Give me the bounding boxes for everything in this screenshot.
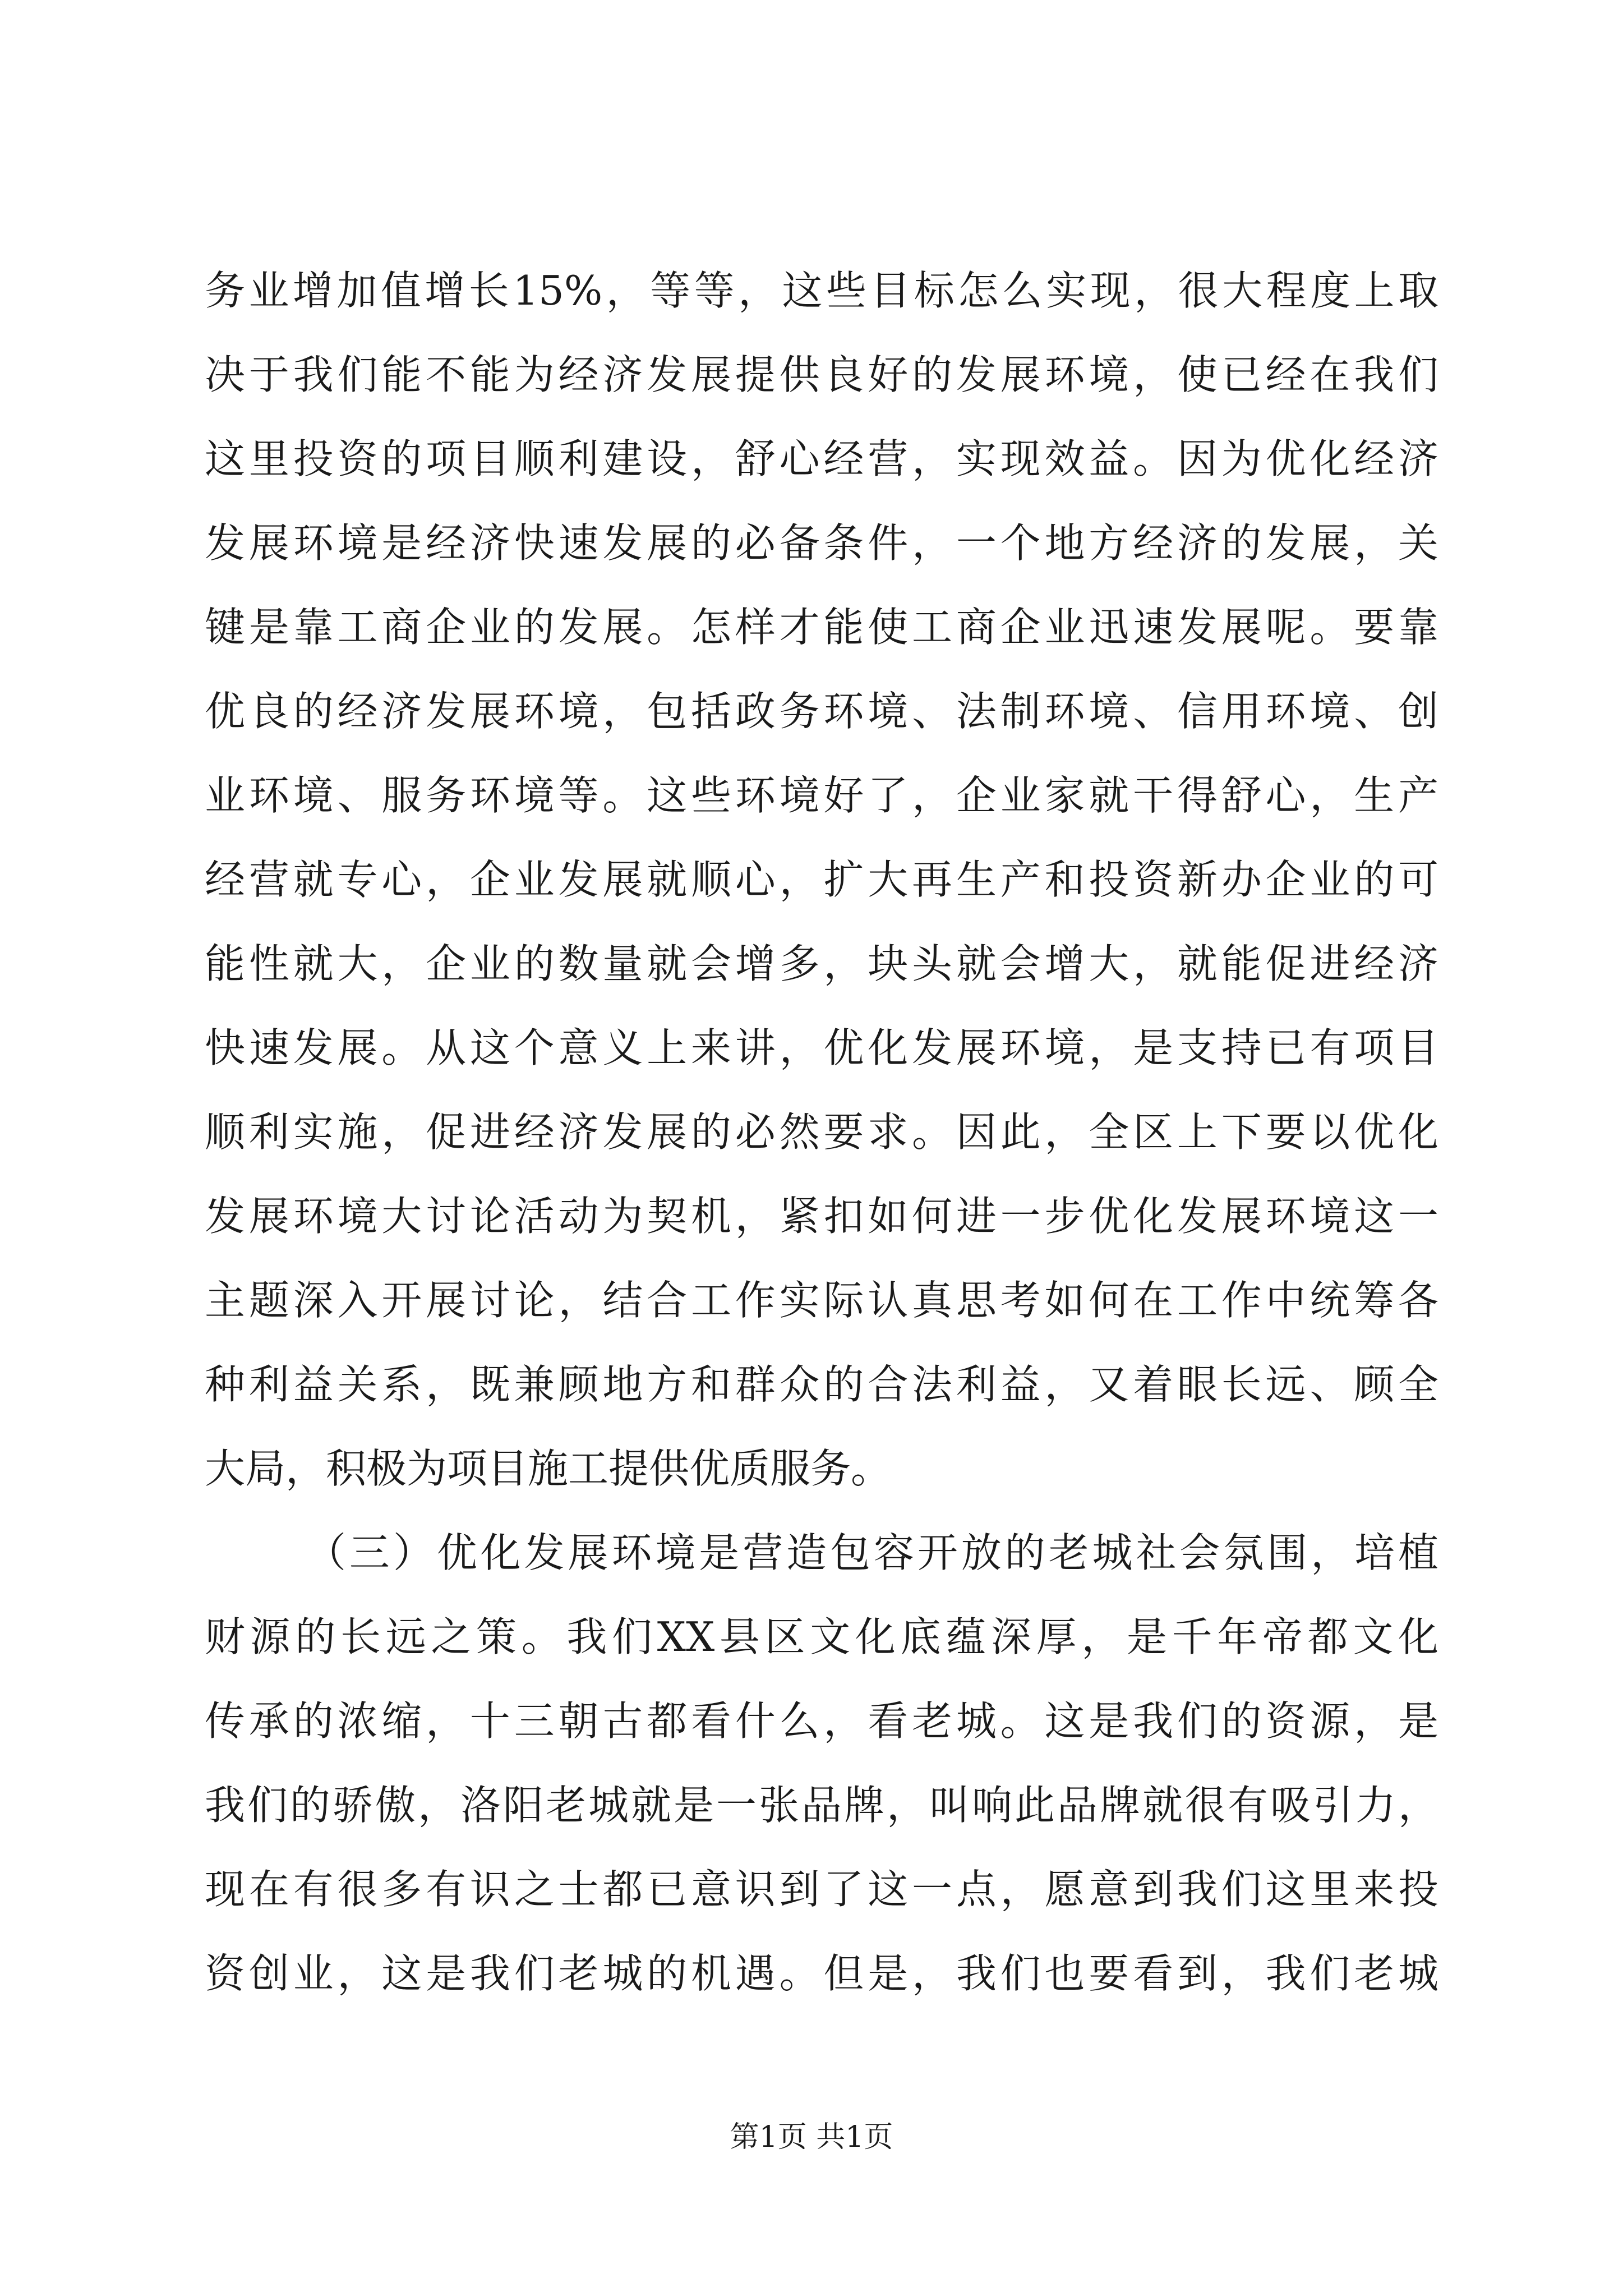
text-line: 主题深入开展讨论，结合工作实际认真思考如何在工作中统筹各 bbox=[205, 1277, 1438, 1324]
text-line: 资创业，这是我们老城的机遇。但是，我们也要看到，我们老城 bbox=[205, 1950, 1438, 1997]
text-line: 务业增加值增长15%，等等，这些目标怎么实现，很大程度上取 bbox=[205, 267, 1438, 314]
text-line: 我们的骄傲，洛阳老城就是一张品牌，叫响此品牌就很有吸引力， bbox=[205, 1782, 1438, 1829]
text-line: 现在有很多有识之士都已意识到了这一点，愿意到我们这里来投 bbox=[205, 1866, 1438, 1913]
text-line: 发展环境大讨论活动为契机，紧扣如何进一步优化发展环境这一 bbox=[205, 1193, 1438, 1240]
text-line: 顺利实施，促进经济发展的必然要求。因此，全区上下要以优化 bbox=[205, 1108, 1438, 1156]
text-line: 能性就大，企业的数量就会增多，块头就会增大，就能促进经济 bbox=[205, 940, 1438, 987]
text-line: 发展环境是经济快速发展的必备条件，一个地方经济的发展，关 bbox=[205, 519, 1438, 567]
text-line: 键是靠工商企业的发展。怎样才能使工商企业迅速发展呢。要靠 bbox=[205, 604, 1438, 651]
paragraph-heading-line: （三）优化发展环境是营造包容开放的老城社会氛围，培植 bbox=[306, 1529, 1438, 1576]
text-line: 业环境、服务环境等。这些环境好了，企业家就干得舒心，生产 bbox=[205, 772, 1438, 819]
text-line: 种利益关系，既兼顾地方和群众的合法利益，又着眼长远、顾全 bbox=[205, 1361, 1438, 1408]
text-line: 经营就专心，企业发展就顺心，扩大再生产和投资新办企业的可 bbox=[205, 856, 1438, 903]
text-line: 快速发展。从这个意义上来讲，优化发展环境，是支持已有项目 bbox=[205, 1024, 1438, 1071]
text-line: 这里投资的项目顺利建设，舒心经营，实现效益。因为优化经济 bbox=[205, 435, 1438, 482]
text-line: 财源的长远之策。我们XX县区文化底蕴深厚，是千年帝都文化 bbox=[205, 1613, 1438, 1660]
text-line: 优良的经济发展环境，包括政务环境、法制环境、信用环境、创 bbox=[205, 688, 1438, 735]
text-line: 传承的浓缩，十三朝古都看什么，看老城。这是我们的资源，是 bbox=[205, 1697, 1438, 1745]
text-line: 大局，积极为项目施工提供优质服务。 bbox=[205, 1445, 892, 1492]
page-footer: 第1页 共1页 bbox=[730, 2120, 893, 2154]
text-line: 决于我们能不能为经济发展提供良好的发展环境，使已经在我们 bbox=[205, 351, 1438, 398]
